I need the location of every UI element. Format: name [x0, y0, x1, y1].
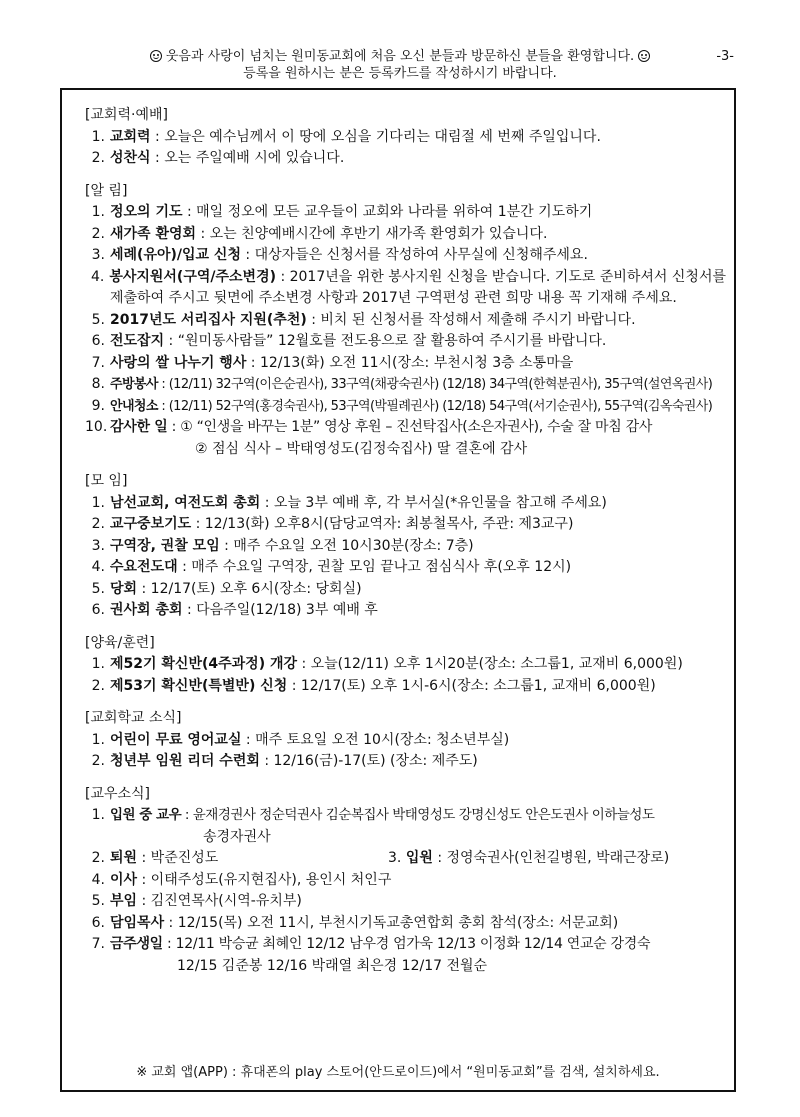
list-item: 2. 성찬식 : 오는 주일예배 시에 있습니다.	[91, 150, 345, 166]
list-item: 1. 입원 중 교우 : 윤재경권사 정순덕권사 김순복집사 박태영성도 강명신성도 안은도권사 이하늘성도	[91, 807, 655, 823]
list-item: 3. 입원 : 정영숙권사(인천길병원, 박래근장로)	[388, 850, 670, 866]
list-item: 3. 구역장, 권찰 모임 : 매주 수요일 오전 10시30분(장소: 7층)	[91, 537, 474, 554]
list-item: 6. 전도잡지 : “원미동사람들” 12월호를 전도용으로 잘 활용하여 주시기를 바랍니다.	[91, 333, 607, 349]
header-line-2: 등록을 원하시는 분은 등록카드를 작성하시기 바랍니다.	[243, 66, 557, 81]
list-item: 10. 감사한 일 : ① “인생을 바꾸는 1분” 영상 후원 – 진선탁집사(소은자권사), 수술 잘 마침 감사	[85, 419, 653, 435]
list-item: 4. 수요전도대 : 매주 수요일 구역장, 권찰 모임 끝나고 점심식사 후(오후 12시)	[91, 559, 572, 575]
list-item: 6. 권사회 총회 : 다음주일(12/18) 3부 예배 후	[91, 602, 378, 618]
list-item: 5. 2017년도 서리집사 지원(추천) : 비치 된 신청서를 작성해서 제출해 주시기 바랍니다.	[91, 311, 636, 328]
smiley-icon	[638, 50, 650, 62]
list-item: 2. 교구중보기도 : 12/13(화) 오후8시(담당교역자: 최봉철목사, 주관: 제3교구)	[91, 516, 574, 532]
list-item: 3. 세례(유아)/입교 신청 : 대상자들은 신청서를 작성하여 사무실에 신청해주세요.	[91, 247, 588, 263]
list-item: 5. 당회 : 12/17(토) 오후 6시(장소: 당회실)	[91, 580, 362, 597]
list-item: 1. 어린이 무료 영어교실 : 매주 토요일 오전 10시(장소: 청소년부실)	[91, 731, 510, 748]
list-item: 2. 새가족 환영회 : 오는 친양예배시간에 후반기 새가족 환영회가 있습니다.	[91, 225, 548, 242]
list-item: 7. 금주생일 : 12/11 박승균 최혜인 12/12 남우경 엄가욱 12/13 이정화 12/14 연교순 강경숙	[91, 936, 651, 952]
section-title-worship: [교회력·예배]	[85, 107, 168, 123]
list-item-continuation: 12/15 김준봉 12/16 박래열 최은경 12/17 전월순	[177, 957, 488, 974]
list-item: 2. 청년부 임원 리더 수련회 : 12/16(금)-17(토) (장소: 제주도)	[91, 753, 478, 769]
list-item-continuation: 제출하여 주시고 뒷면에 주소변경 사항과 2017년 구역편성 관련 희망 내용 꼭 기재해 주세요.	[110, 290, 677, 306]
bulletin-content	[85, 105, 726, 977]
list-item: 8. 주방봉사 : (12/11) 32구역(이은순권사), 33구역(채광숙권사) (12/18) 34구역(한혁분권사), 35구역(설연옥권사)	[91, 376, 713, 392]
page-header	[0, 48, 800, 82]
section-title-church-school: [교회학교 소식]	[85, 710, 182, 726]
app-notice-text: 교회 앱(APP) : 휴대폰의 play 스토어(안드로이드)에서 “원미동교회”를 검색, 설치하세요.	[151, 1065, 660, 1080]
header-line-1	[0, 48, 800, 65]
list-item: 6. 담임목사 : 12/15(목) 오전 11시, 부천시기독교총연합회 총회 참석(장소: 서문교회)	[91, 914, 619, 931]
list-item: 4. 봉사지원서(구역/주소변경) : 2017년을 위한 봉사지원 신청을 받습니다. 기도로 준비하셔서 신청서를	[90, 268, 726, 285]
list-item: 4. 이사 : 이태주성도(유지현집사), 용인시 처인구	[91, 871, 392, 888]
list-item: 9. 안내청소 : (12/11) 52구역(홍경숙권사), 53구역(박필례권사) (12/18) 54구역(서기순권사), 55구역(김옥숙권사)	[91, 397, 713, 414]
list-item: 1. 남선교회, 여전도회 총회 : 오늘 3부 예배 후, 각 부서실(*유인물을 참고해 주세요)	[91, 494, 607, 511]
list-item: 2. 제53기 확신반(특별반) 신청 : 12/17(토) 오후 1시-6시(장소: 소그룹1, 교재비 6,000원)	[91, 677, 656, 694]
list-item: 1. 교회력 : 오늘은 예수님께서 이 땅에 오심을 기다리는 대림절 세 번째 주일입니다.	[91, 128, 601, 145]
list-item-continuation: ② 점심 식사 – 박태영성도(김정숙집사) 딸 결혼에 감사	[195, 440, 528, 457]
list-item: 5. 부임 : 김진연목사(시역-유치부)	[91, 893, 302, 909]
list-item: 1. 정오의 기도 : 매일 정오에 모든 교우들이 교회와 나라를 위하여 1분간 기도하기	[91, 204, 593, 220]
list-item-continuation: 송경자권사	[203, 828, 271, 845]
list-item: 7. 사랑의 쌀 나누기 행사 : 12/13(화) 오전 11시(장소: 부천시청 3층 소통마을	[91, 354, 574, 371]
bulletin-box	[60, 88, 736, 1092]
section-title-member-news: [교우소식]	[85, 785, 151, 802]
reference-mark: ※	[136, 1065, 148, 1080]
section-title-meetings: [모 임]	[85, 473, 128, 489]
smiley-icon	[150, 50, 162, 62]
list-item-row: 2. 퇴원 : 박준진성도 3. 입원 : 정영숙권사(인천길병원, 박래근장로)	[85, 848, 726, 870]
welcome-text: 웃음과 사랑이 넘치는 원미동교회에 처음 오신 분들과 방문하신 분들을 환영합니다.	[165, 49, 635, 64]
page-number: -3-	[716, 49, 734, 64]
list-item: 1. 제52기 확신반(4주과정) 개강 : 오늘(12/11) 오후 1시20분(장소: 소그룹1, 교재비 6,000원)	[91, 656, 683, 672]
section-title-training: [양육/훈련]	[85, 634, 155, 651]
app-notice	[62, 1061, 734, 1080]
section-title-notices: [알 림]	[85, 182, 128, 199]
